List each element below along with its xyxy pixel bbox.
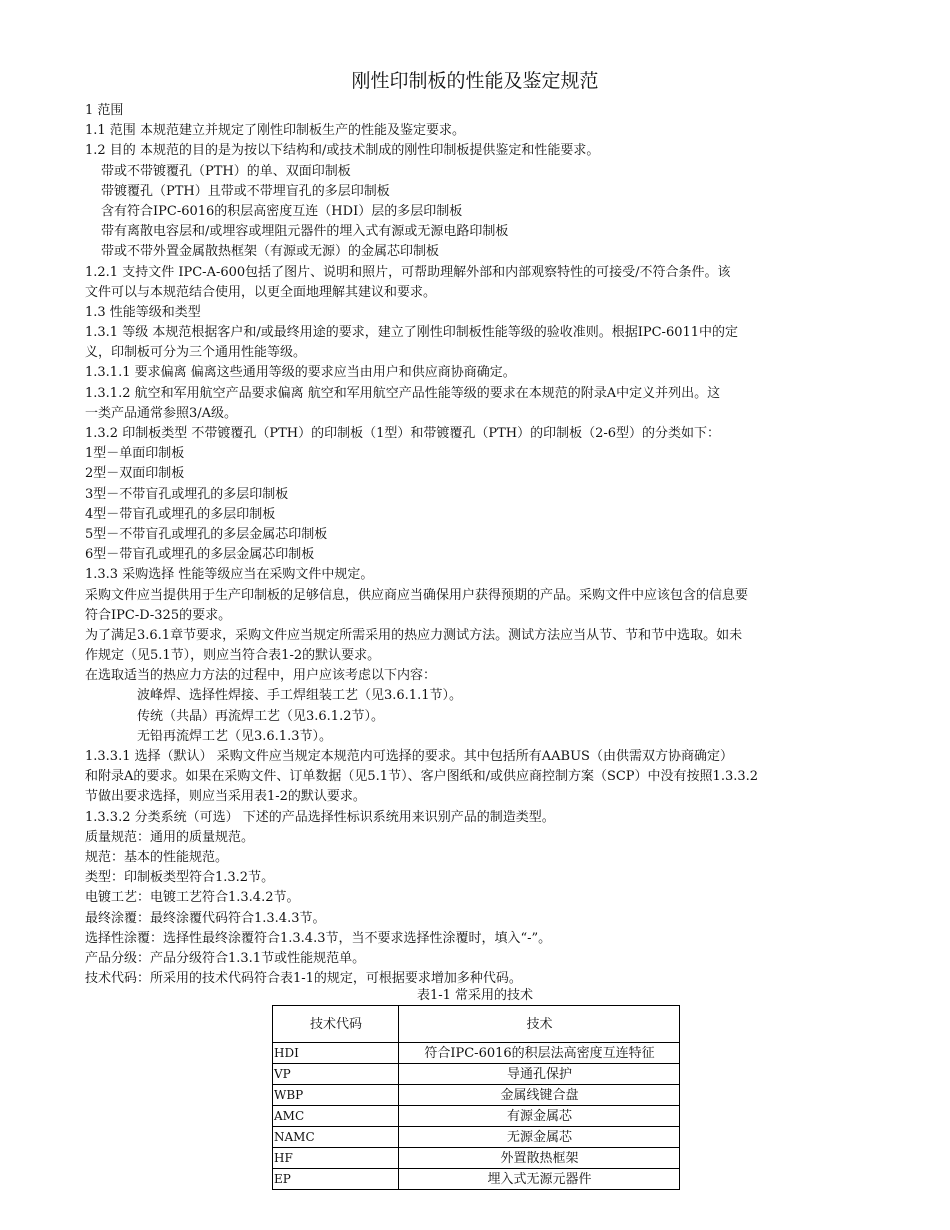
tech-description-cell: 外置散热框架 — [399, 1148, 680, 1169]
tech-description-cell: 埋入式无源元器件 — [399, 1169, 680, 1190]
text-line: 1.3.3 采购选择 性能等级应当在采购文件中规定。 — [85, 567, 374, 583]
text-line: 最终涂覆：最终涂覆代码符合1.3.4.3节。 — [85, 910, 326, 926]
text-line: 带或不带镀覆孔（PTH）的单、双面印制板 — [101, 163, 351, 179]
text-line: 节做出要求选择，则应当采用表1-2的默认要求。 — [85, 789, 366, 805]
text-line: 1.3.1.2 航空和军用航空产品要求偏离 航空和军用航空产品性能等级的要求在本规范的附录A中定义并列出。这 — [85, 385, 721, 401]
text-line: 6型－带盲孔或埋孔的多层金属芯印制板 — [85, 547, 315, 563]
text-line: 文件可以与本规范结合使用，以更全面地理解其建议和要求。 — [85, 284, 437, 300]
text-line: 作规定（见5.1节），则应当符合表1-2的默认要求。 — [85, 648, 381, 664]
table-row — [273, 1106, 680, 1127]
text-line: 带或不带外置金属散热框架（有源或无源）的金属芯印制板 — [101, 244, 440, 260]
text-line: 技术代码：所采用的技术代码符合表1-1的规定，可根据要求增加多种代码。 — [85, 971, 522, 987]
text-line: 义，印制板可分为三个通用性能等级。 — [85, 345, 307, 361]
tech-code-cell: VP — [273, 1064, 399, 1085]
tech-code-cell: WBP — [273, 1085, 399, 1106]
text-line: 为了满足3.6.1章节要求，采购文件应当规定所需采用的热应力测试方法。测试方法应当从节、节和节中选取。如未 — [85, 627, 743, 643]
text-line: 1.3.1.1 要求偏离 偏离这些通用等级的要求应当由用户和供应商协商确定。 — [85, 365, 516, 381]
text-line: 和附录A的要求。如果在采购文件、订单数据（见5.1节）、客户图纸和/或供应商控制方案（SCP）中没有按照1.3.3.2 — [85, 769, 759, 785]
text-line: 1.3 性能等级和类型 — [85, 304, 201, 320]
header-technology: 技术 — [399, 1006, 680, 1043]
technology-table — [272, 1005, 680, 1190]
text-line: 4型－带盲孔或埋孔的多层印制板 — [85, 506, 276, 522]
table-row — [273, 1085, 680, 1106]
tech-description-cell: 金属线键合盘 — [399, 1085, 680, 1106]
text-line: 带有离散电容层和/或埋容或埋阻元器件的埋入式有源或无源电路印制板 — [101, 224, 509, 240]
text-line: 采购文件应当提供用于生产印制板的足够信息，供应商应当确保用户获得预期的产品。采购文件中应该包含的信息要 — [85, 587, 749, 603]
document-title: 刚性印制板的性能及鉴定规范 — [351, 70, 599, 92]
tech-description-cell: 有源金属芯 — [399, 1106, 680, 1127]
text-line: 1.2.1 支持文件 IPC-A-600包括了图片、说明和照片，可帮助理解外部和内部观察特性的可接受/不符合条件。该 — [85, 264, 731, 280]
text-line: 无铅再流焊工艺（见3.6.1.3节）。 — [137, 728, 332, 744]
text-line: 1.3.1 等级 本规范根据客户和/或最终用途的要求，建立了刚性印制板性能等级的验收准则。根据IPC-6011中的定 — [85, 325, 739, 341]
tech-code-cell: HDI — [273, 1043, 399, 1064]
text-line: 带镀覆孔（PTH）且带或不带埋盲孔的多层印制板 — [101, 183, 390, 199]
tech-code-cell: EP — [273, 1169, 399, 1190]
table-row — [273, 1127, 680, 1148]
document-body — [85, 101, 885, 989]
text-line: 电镀工艺：电镀工艺符合1.3.4.2节。 — [85, 890, 300, 906]
tech-code-cell: NAMC — [273, 1127, 399, 1148]
header-code: 技术代码 — [273, 1006, 399, 1043]
text-line: 符合IPC-D-325的要求。 — [85, 607, 232, 623]
text-line: 5型－不带盲孔或埋孔的多层金属芯印制板 — [85, 526, 328, 542]
text-line: 规范：基本的性能规范。 — [85, 849, 229, 865]
text-line: 2型－双面印制板 — [85, 466, 185, 482]
tech-code-cell: AMC — [273, 1106, 399, 1127]
text-line: 1.3.3.1 选择（默认） 采购文件应当规定本规范内可选择的要求。其中包括所有AABUS（由供需双方协商确定） — [85, 749, 733, 764]
table-row — [273, 1064, 680, 1085]
table-row — [273, 1043, 680, 1064]
text-line: 选择性涂覆：选择性最终涂覆符合1.3.4.3节，当不要求选择性涂覆时，填入“-”。 — [85, 930, 552, 946]
tech-description-cell: 符合IPC-6016的积层法高密度互连特征 — [399, 1043, 680, 1064]
text-line: 波峰焊、选择性焊接、手工焊组装工艺（见3.6.1.1节）。 — [137, 688, 462, 704]
text-line: 1.3.2 印制板类型 不带镀覆孔（PTH）的印制板（1型）和带镀覆孔（PTH）的印制板（2-6型）的分类如下： — [85, 426, 721, 441]
text-line: 1 范围 — [85, 103, 124, 118]
table-caption: 表1-1 常采用的技术 — [416, 988, 534, 1003]
table-row — [273, 1148, 680, 1169]
text-line: 3型－不带盲孔或埋孔的多层印制板 — [85, 486, 289, 502]
table-header-row — [273, 1006, 680, 1043]
text-line: 1型－单面印制板 — [85, 446, 185, 462]
table-row — [273, 1169, 680, 1190]
text-line: 类型：印制板类型符合1.3.2节。 — [85, 870, 275, 886]
text-line: 产品分级：产品分级符合1.3.1节或性能规范单。 — [85, 950, 366, 966]
text-line: 质量规范：通用的质量规范。 — [85, 829, 255, 845]
text-line: 1.3.3.2 分类系统（可选） 下述的产品选择性标识系统用来识别产品的制造类型。 — [85, 809, 555, 825]
tech-description-cell: 导通孔保护 — [399, 1064, 680, 1085]
text-line: 一类产品通常参照3/A级。 — [85, 405, 238, 421]
text-line: 1.1 范围 本规范建立并规定了刚性印制板生产的性能及鉴定要求。 — [85, 123, 465, 139]
text-line: 在选取适当的热应力方法的过程中，用户应该考虑以下内容： — [85, 668, 437, 684]
tech-description-cell: 无源金属芯 — [399, 1127, 680, 1148]
tech-code-cell: HF — [273, 1148, 399, 1169]
text-line: 1.2 目的 本规范的目的是为按以下结构和/或技术制成的刚性印制板提供鉴定和性能要求。 — [85, 143, 600, 159]
text-line: 含有符合IPC-6016的积层高密度互连（HDI）层的多层印制板 — [101, 203, 463, 219]
table-body — [273, 1043, 680, 1190]
text-line: 传统（共晶）再流焊工艺（见3.6.1.2节）。 — [137, 708, 384, 724]
